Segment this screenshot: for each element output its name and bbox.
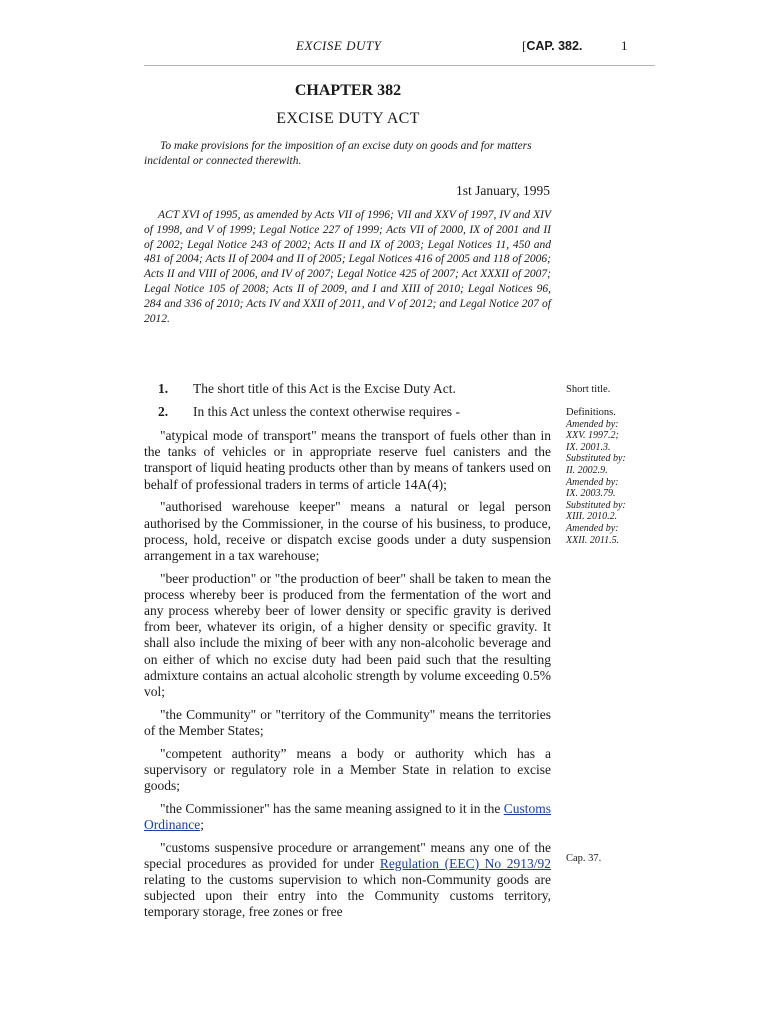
margin-history-line: Amended by: xyxy=(566,522,619,534)
commencement-date: 1st January, 1995 xyxy=(456,183,550,198)
definition-beer-production: "beer production" or "the production of beer" shall be taken to mean the process whereby beer is produced from the fermentation of the wort and any process whereby beer of lower density or specific gravity is derived from beer, whatever its origin, of a higher density or specific gravity. It shall also include the mixing of beer with any non-alcoholic beverage and on either of which no excise duty had been paid such that the resulting admixture contains an actual alcoholic strength by volume exceeding 0.5% vol; xyxy=(144,570,551,700)
running-header-title: EXCISE DUTY xyxy=(296,38,382,53)
section-1-number: 1. xyxy=(158,381,169,396)
definition-customs-text-end: relating to the customs supervision to which non-Community goods are subjected upon their entry into the Community customs territory, temporary storage, free zones or free xyxy=(144,872,551,920)
margin-history-line: Amended by: xyxy=(566,418,619,430)
margin-cap37-text: Cap. 37. xyxy=(566,853,602,864)
section-1-text: The short title of this Act is the Excise Duty Act. xyxy=(193,381,456,396)
margin-history-line: Amended by: xyxy=(566,476,619,488)
definition-commissioner-text: "the Commissioner" has the same meaning assigned to it in the xyxy=(160,800,504,816)
margin-history-line: Substituted by: xyxy=(566,453,626,465)
definition-commissioner xyxy=(144,801,551,833)
regulation-eec-link[interactable]: Regulation (EEC) No 2913/92 xyxy=(379,855,551,871)
customs-ordinance-link[interactable]: Customs Ordinance xyxy=(144,800,551,832)
margin-history-line: IX. 2003.79. xyxy=(566,488,616,500)
page-number: 1 xyxy=(621,38,628,53)
header-divider xyxy=(144,65,655,66)
margin-history-line: Substituted by: xyxy=(566,499,626,511)
definition-atypical-transport: "atypical mode of transport" means the transport of fuels other than in the tanks of vehicles or in appropriate reserve fuel canisters and the transport of liquid heating products other than by means of tankers used on behalf of professional traders in terms of article 14A(4); xyxy=(144,428,551,492)
chapter-heading: CHAPTER 382 xyxy=(294,82,402,99)
margin-history-line: XIII. 2010.2. xyxy=(566,511,618,523)
act-title: EXCISE DUTY ACT xyxy=(276,110,420,127)
margin-history-line: II. 2002.9. xyxy=(566,464,608,476)
margin-history-line: XXII. 2011.5. xyxy=(566,534,620,546)
definition-customs-text: "customs suspensive procedure or arrangement" means any one of the special procedures as provided for under xyxy=(144,839,551,871)
definitions-body xyxy=(144,428,551,927)
margin-short-title-text: Short title. xyxy=(566,384,611,395)
running-header-chapter xyxy=(522,38,582,54)
header-bracket: [ xyxy=(522,38,527,53)
amendment-history: ACT XVI of 1995, as amended by Acts VII of 1996; VII and XXV of 1997, IV and XIV of 1998, and V of 1999; Legal Notice 227 of 1999; Acts VII of 2000, IX of 2001 and II of 2002; Legal Notice 243 of 2002; Acts II and IX of 2003; Legal Notices 11, 450 and 481 of 2004; Acts II of 2004 and II of 2005; Legal Notices 416 of 2005 and 118 of 2006; Acts II and VIII of 2006, and IV of 2007; Legal Notice 425 of 2007; Act XXXII of 2007; Legal Notice 105 of 2008; Acts II of 2009, and I and XIII of 2010; Legal Notices 96, 284 and 336 of 2010; Acts IV and XXII of 2011, and V of 2012; and Legal Notice 207 of 2012. xyxy=(144,209,551,325)
definition-authorised-warehouse-keeper: "authorised warehouse keeper" means a natural or legal person authorised by the Commissioner, in the course of his business, to produce, process, hold, receive or dispatch excise goods under a duty suspension arrangement in a tax warehouse; xyxy=(144,499,551,563)
definition-community: "the Community" or "territory of the Community" means the territories of the Member States; xyxy=(144,706,551,738)
definition-commissioner-end: ; xyxy=(200,816,204,832)
preamble: To make provisions for the imposition of an excise duty on goods and for matters incidental or connected therewith. xyxy=(144,140,532,167)
section-2-text: In this Act unless the context otherwise requires - xyxy=(193,404,460,419)
margin-note-cap-37 xyxy=(566,853,601,865)
margin-history-line: XXV. 1997.2; xyxy=(566,430,619,442)
header-cap-number: CAP. 382. xyxy=(526,39,583,53)
section-2-number: 2. xyxy=(158,404,169,419)
margin-note-short-title xyxy=(566,384,610,396)
definition-customs-suspensive-procedure xyxy=(144,840,551,921)
margin-definitions-text: Definitions. xyxy=(566,407,616,418)
margin-history-line: IX. 2001.3. xyxy=(566,441,611,453)
definition-competent-authority: "competent authority” means a body or authority which has a supervisory or regulatory role in a Member State in relation to excise goods; xyxy=(144,745,551,794)
margin-note-definitions xyxy=(566,407,626,546)
